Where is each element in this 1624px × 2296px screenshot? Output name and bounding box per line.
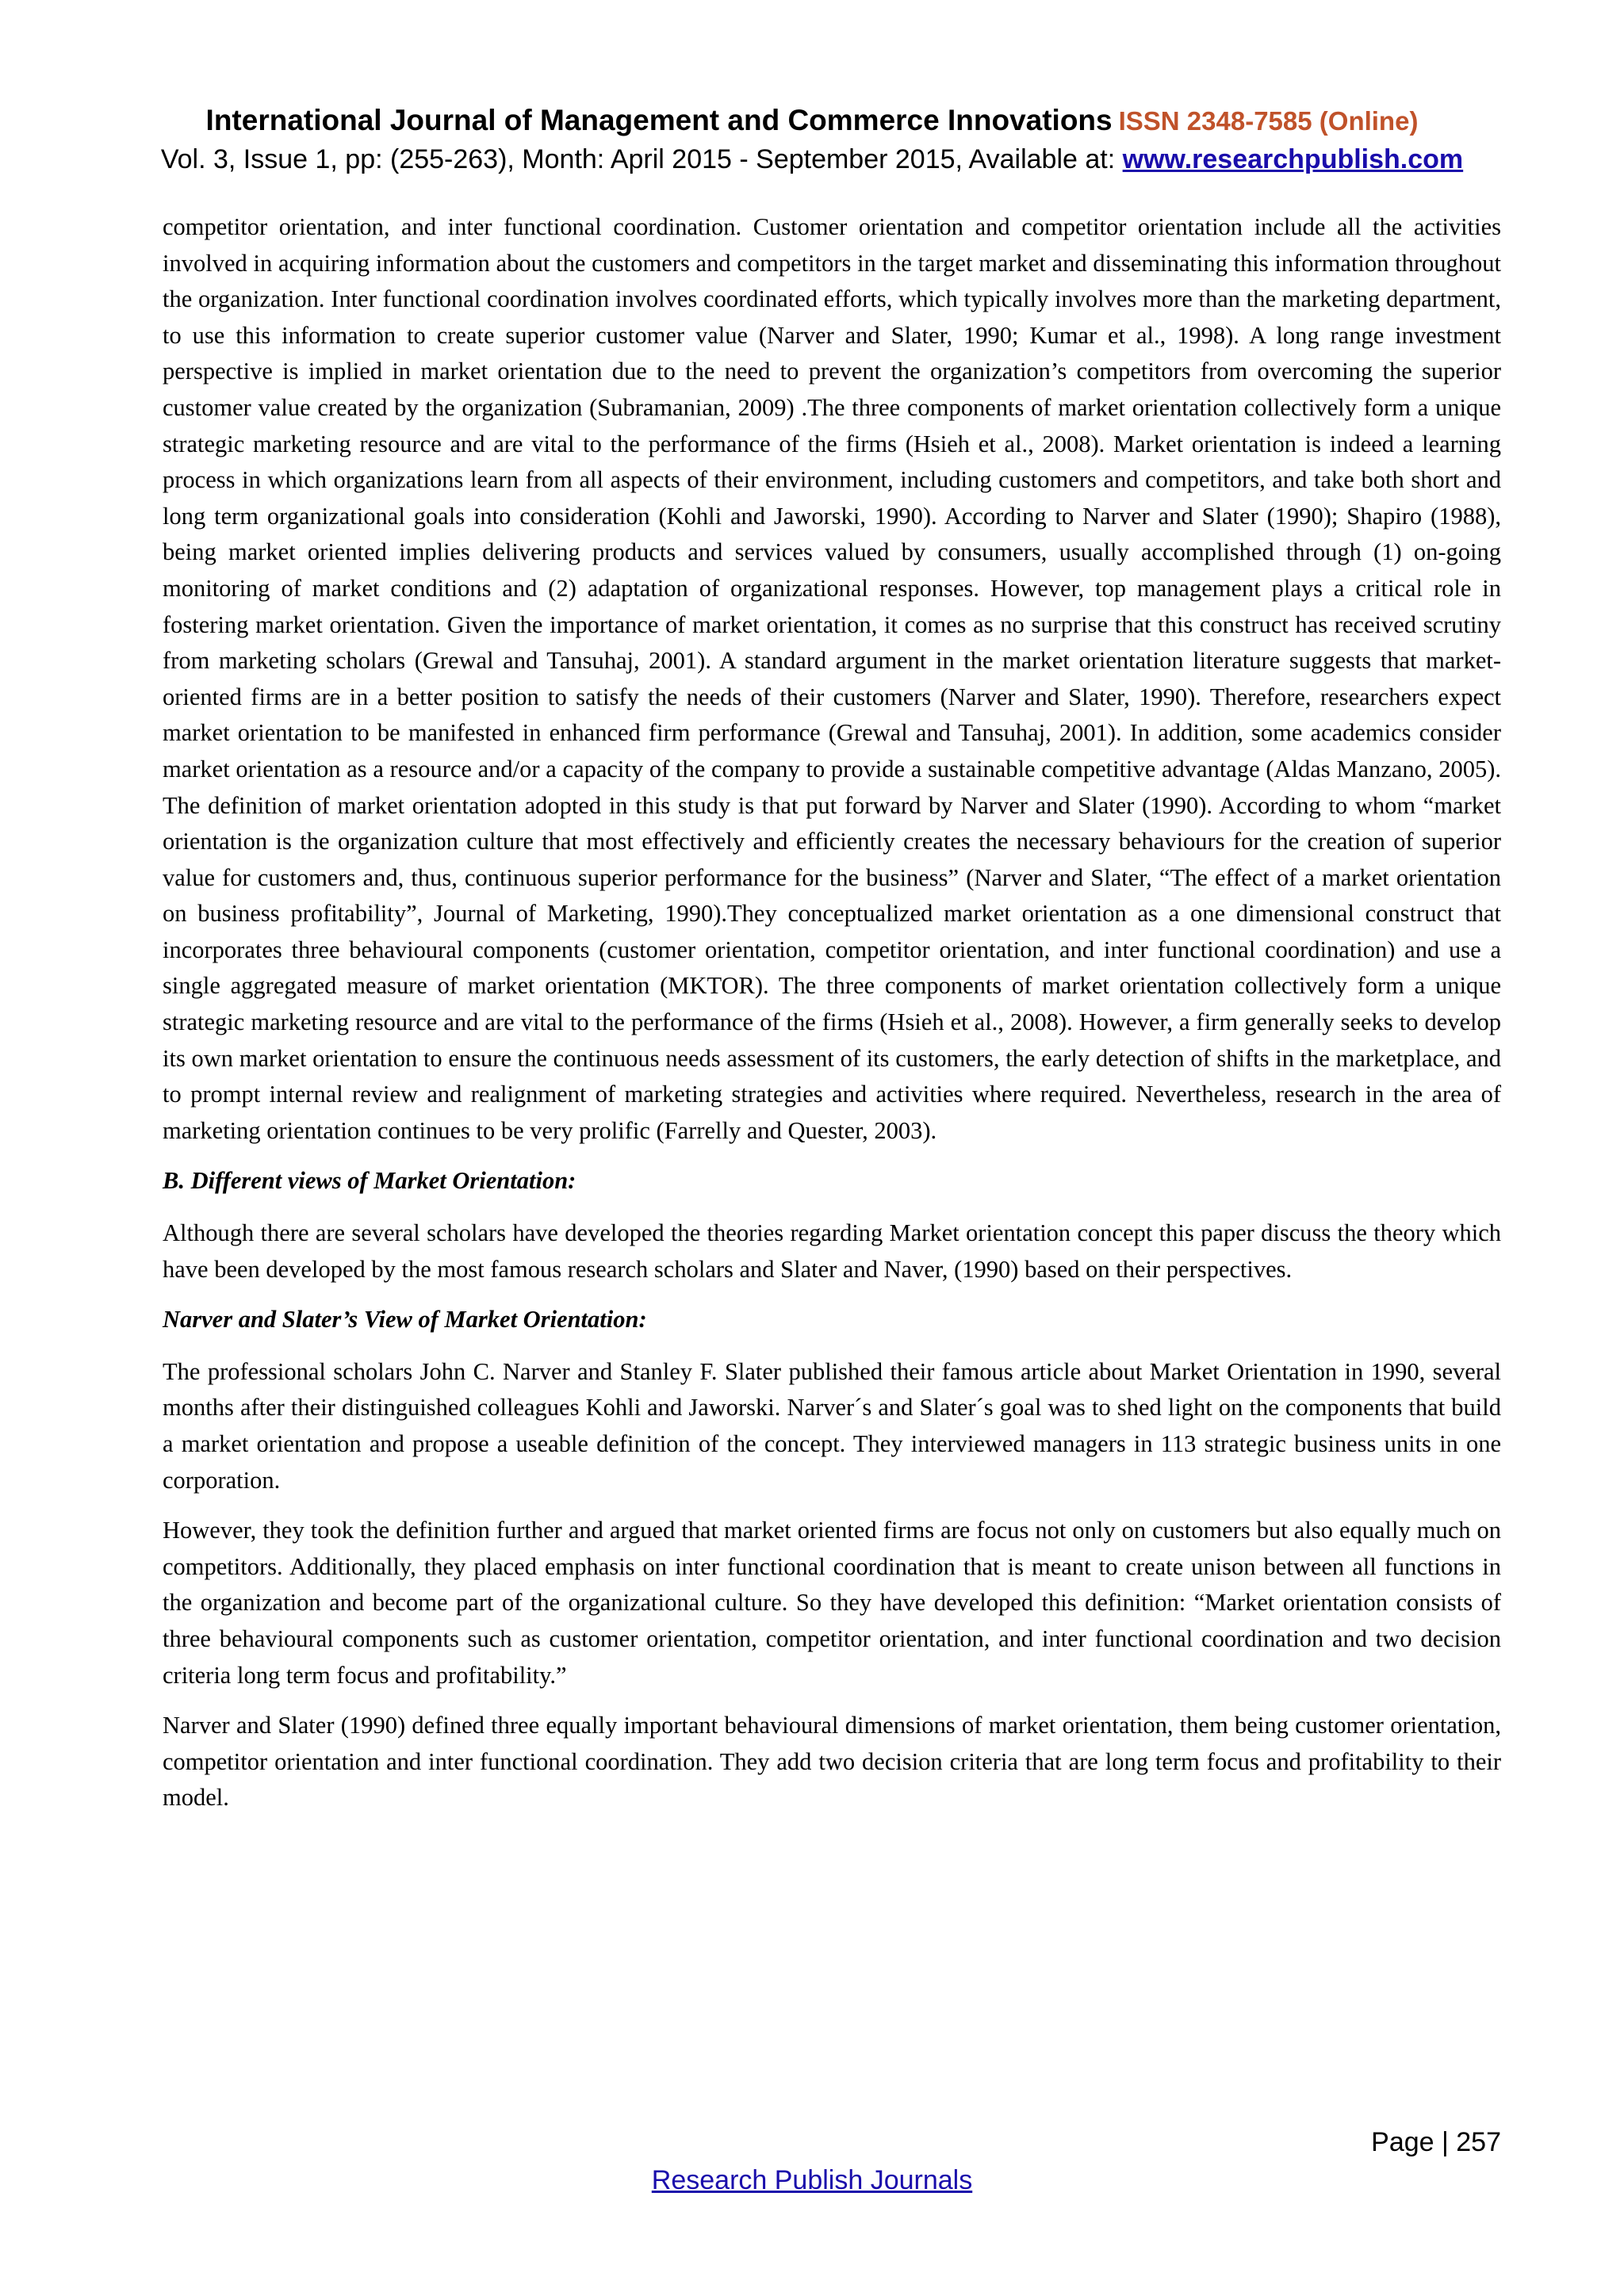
paragraph: However, they took the definition further and argued that market oriented firms are focus not only on customers but also equally much on competitors. Additionally, they placed emphasis on inter functional coordination that is meant to create unison between all functions in the organization and become part of the organizational culture. So they have developed this definition: “Market orientation consists of three behavioural components such as customer orientation, competitor orientation, and inter functional coordination and two decision criteria long term focus and profitability.” <box>163 1517 1501 1689</box>
page-footer <box>0 2163 1624 2198</box>
journal-title: International Journal of Management and Commerce Innovations <box>205 104 1113 136</box>
website-link[interactable]: www.researchpublish.com <box>1122 144 1464 174</box>
page-number: Page | 257 <box>1371 2127 1501 2157</box>
article-body <box>163 209 1501 1831</box>
volume-info-line <box>0 140 1624 178</box>
journal-title-line <box>0 101 1624 140</box>
paragraph: competitor orientation, and inter functional coordination. Customer orientation and competitor orientation include all the activities involved in acquiring information about the customers and competitors in the target market and disseminating this information throughout the organization. Inter functional coordination involves coordinated efforts, which typically involves more than the marketing department, to use this information to create superior customer value (Narver and Slater, 1990; Kumar et al., 1998). A long range investment perspective is implied in market orientation due to the need to prevent the organization’s competitors from overcoming the superior customer value created by the organization (Subramanian, 2009) .The three components of market orientation collectively form a unique strategic marketing resource and are vital to the performance of the firms (Hsieh et al., 2008). Market orientation is indeed a learning process in which organizations learn from all aspects of their environment, including customers and competitors, and take both short and long term organizational goals into consideration (Kohli and Jaworski, 1990). According to Narver and Slater (1990); Shapiro (1988), being market oriented implies delivering products and services valued by consumers, usually accomplished through (1) on-going monitoring of market conditions and (2) adaptation of organizational responses. However, top management plays a critical role in fostering market orientation. Given the importance of market orientation, it comes as no surprise that this construct has received scrutiny from marketing scholars (Grewal and Tansuhaj, 2001). A standard argument in the market orientation literature suggests that market-oriented firms are in a better position to satisfy the needs of their customers (Narver and Slater, 1990). Therefore, researchers expect market orientation to be manifested in enhanced firm performance (Grewal and Tansuhaj, 2001). In addition, some academics consider market orientation as a resource and/or a capacity of the company to provide a sustainable competitive advantage (Aldas Manzano, 2005). The definition of market orientation adopted in this study is that put forward by Narver and Slater (1990). According to whom “market orientation is the organization culture that most effectively and efficiently creates the necessary behaviours for the creation of superior value for customers and, thus, continuous superior performance for the business” (Narver and Slater, “The effect of a market orientation on business profitability”, Journal of Marketing, 1990).They conceptualized market orientation as a one dimensional construct that incorporates three behavioural components (customer orientation, competitor orientation, and inter functional coordination) and use a single aggregated measure of market orientation (MKTOR). The three components of market orientation collectively form a unique strategic marketing resource and are vital to the performance of the firms (Hsieh et al., 2008). However, a firm generally seeks to develop its own market orientation to ensure the continuous needs assessment of its customers, the early detection of shifts in the marketplace, and to prompt internal review and realignment of marketing strategies and activities where required. Nevertheless, research in the area of marketing orientation continues to be very prolific (Farrelly and Quester, 2003). <box>163 213 1501 1144</box>
section-heading: B. Different views of Market Orientation: <box>163 1167 576 1195</box>
paragraph: Although there are several scholars have developed the theories regarding Market orientation concept this paper discuss the theory which have been developed by the most famous research scholars and Slater and Naver, (1990) based on their perspectives. <box>163 1219 1501 1283</box>
publisher-link[interactable]: Research Publish Journals <box>651 2165 973 2195</box>
paragraph: Narver and Slater (1990) defined three equally important behavioural dimensions of market orientation, them being customer orientation, competitor orientation and inter functional coordination. They add two decision criteria that are long term focus and profitability to their model. <box>163 1712 1501 1812</box>
paragraph: The professional scholars John C. Narver and Stanley F. Slater published their famous article about Market Orientation in 1990, several months after their distinguished colleagues Kohli and Jaworski. Narver´s and Slater´s goal was to shed light on the components that build a market orientation and propose a useable definition of the concept. They interviewed managers in 113 strategic business units in one corporation. <box>163 1357 1501 1494</box>
journal-header <box>0 101 1624 178</box>
volume-info: Vol. 3, Issue 1, pp: (255-263), Month: April 2015 - September 2015, Available at: <box>160 144 1116 174</box>
subsection-heading: Narver and Slater’s View of Market Orientation: <box>163 1306 647 1334</box>
issn-label: ISSN 2348-7585 (Online) <box>1118 106 1419 136</box>
